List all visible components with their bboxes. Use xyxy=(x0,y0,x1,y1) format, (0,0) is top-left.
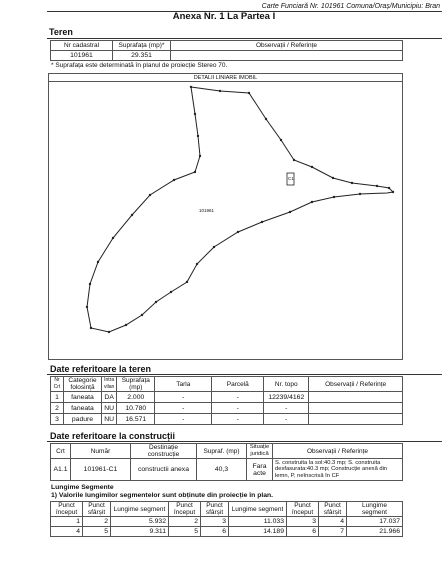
cell: 6 xyxy=(287,527,319,537)
cell: 1 xyxy=(51,392,64,403)
referiri-teren-table xyxy=(50,376,403,425)
cell: NU xyxy=(102,414,117,425)
th-lungime: Lungime segment xyxy=(111,502,169,517)
lungime-note: 1) Valorile lungimilor segmentelor sunt obținute din proiecție în plan. xyxy=(51,492,274,499)
th-observatii: Observații / Referințe xyxy=(309,377,403,392)
cell: 2 xyxy=(169,517,201,527)
th-punct-inceput: Punct început xyxy=(169,502,201,517)
cell-destinatie: constructii anexa xyxy=(131,459,197,481)
cell: 3 xyxy=(287,517,319,527)
cell: 5.932 xyxy=(111,517,169,527)
cell-supraf: 40,3 xyxy=(197,459,247,481)
cell: 2.000 xyxy=(117,392,155,403)
cell: padure xyxy=(64,414,102,425)
cell: NU xyxy=(102,403,117,414)
table-row xyxy=(51,527,403,537)
referiri-teren-rule xyxy=(47,374,442,375)
cell: faneata xyxy=(64,392,102,403)
cell: 17.037 xyxy=(347,517,403,527)
cell: - xyxy=(264,403,309,414)
referiri-teren-title: Date referitoare la teren xyxy=(50,364,152,374)
th-nr-crt: Nr Crt xyxy=(51,377,64,392)
cell: - xyxy=(155,414,212,425)
cell: 9.311 xyxy=(111,527,169,537)
cell: - xyxy=(212,403,264,414)
th-lungime: Lungime segment xyxy=(347,502,403,517)
col-nr-cadastral: Nr cadastral xyxy=(51,41,113,51)
cell: 5 xyxy=(83,527,111,537)
parcel-outline-svg xyxy=(49,74,404,361)
page-title: Anexa Nr. 1 La Partea I xyxy=(172,11,276,22)
cell-numar: 101961-C1 xyxy=(71,459,131,481)
map-header: DETALII LINIARE IMOBIL xyxy=(49,74,402,82)
cell: 2 xyxy=(51,403,64,414)
cell: faneata xyxy=(64,403,102,414)
th-obs-constructii: Observații / Referințe xyxy=(273,444,403,459)
table-row xyxy=(51,517,403,527)
cell xyxy=(309,414,403,425)
cell: 12239/4162 xyxy=(264,392,309,403)
cell: 11.033 xyxy=(229,517,287,527)
cell xyxy=(309,403,403,414)
th-tarla: Tarla xyxy=(155,377,212,392)
th-lungime: Lungime segment xyxy=(229,502,287,517)
th-parcela: Parcelă xyxy=(212,377,264,392)
cell: 14.189 xyxy=(229,527,287,537)
col-suprafata: Suprafața (mp)* xyxy=(113,41,171,51)
th-punct-sfarsit: Punct sfârșit xyxy=(83,502,111,517)
boundary-points xyxy=(86,86,394,333)
cell-crt: A1.1 xyxy=(51,459,71,481)
cell: 3 xyxy=(51,414,64,425)
cell: 21.966 xyxy=(347,527,403,537)
referiri-constructii-table xyxy=(50,443,403,481)
th-nr-topo: Nr. topo xyxy=(264,377,309,392)
th-crt: Crt xyxy=(51,444,71,459)
cell: 1 xyxy=(51,517,83,527)
lungime-title: Lungime Segmente xyxy=(51,484,114,491)
teren-section-title: Teren xyxy=(49,27,73,37)
building-label: C1 xyxy=(288,176,294,181)
referiri-constructii-title: Date referitoare la construcții xyxy=(50,431,176,441)
suprafata-footnote: * Suprafața este determinată în planul de proiecție Stereo 70. xyxy=(51,62,228,69)
parcel-boundary xyxy=(87,87,393,332)
cell: 5 xyxy=(169,527,201,537)
col-observatii: Observații / Referințe xyxy=(171,41,403,51)
th-punct-sfarsit: Punct sfârșit xyxy=(319,502,347,517)
cell: - xyxy=(155,403,212,414)
th-punct-inceput: Punct început xyxy=(287,502,319,517)
cell: - xyxy=(264,414,309,425)
cell: 4 xyxy=(51,527,83,537)
cell: 16.571 xyxy=(117,414,155,425)
teren-rule xyxy=(47,38,442,39)
nr-cadastral-value: 101961 xyxy=(51,51,113,61)
cell: 4 xyxy=(319,517,347,527)
th-punct-inceput: Punct început xyxy=(51,502,83,517)
cell: - xyxy=(212,414,264,425)
table-row xyxy=(51,403,403,414)
th-categorie: Categorie folosință xyxy=(64,377,102,392)
parcel-label: 101961 xyxy=(199,208,215,213)
referiri-constructii-rule xyxy=(47,441,442,442)
table-row xyxy=(51,392,403,403)
parcel-map xyxy=(48,73,403,360)
th-numar: Număr xyxy=(71,444,131,459)
cell: 6 xyxy=(201,527,229,537)
th-intravilan: Intra vilan xyxy=(102,377,117,392)
cell-obs-constructii: S. construita la sol:40.3 mp; S. construita desfasurata:40.3 mp; Construcție anexă din lemn, P, neînscrisă în CF xyxy=(273,459,403,481)
cell: - xyxy=(155,392,212,403)
observatii-value xyxy=(171,51,403,61)
cell-situatie: Fara acte xyxy=(247,459,273,481)
cell: 2 xyxy=(83,517,111,527)
cell: 3 xyxy=(201,517,229,527)
th-situatie: Situație juridică xyxy=(247,444,273,459)
cell xyxy=(309,392,403,403)
th-punct-sfarsit: Punct sfârșit xyxy=(201,502,229,517)
suprafata-value: 29.351 xyxy=(113,51,171,61)
cell: 10.780 xyxy=(117,403,155,414)
th-suprafata: Suprafața (mp) xyxy=(117,377,155,392)
carte-funciara-header: Carte Funciară Nr. 101961 Comuna/Oraș/Municipiu: Bran xyxy=(261,3,440,10)
th-destinatie: Destinație construcție xyxy=(131,444,197,459)
table-row xyxy=(51,414,403,425)
table-row xyxy=(51,459,403,481)
lungime-table xyxy=(50,501,403,537)
th-supraf: Supraf. (mp) xyxy=(197,444,247,459)
cell: 7 xyxy=(319,527,347,537)
cell: - xyxy=(212,392,264,403)
cell: DA xyxy=(102,392,117,403)
teren-table xyxy=(50,40,403,61)
